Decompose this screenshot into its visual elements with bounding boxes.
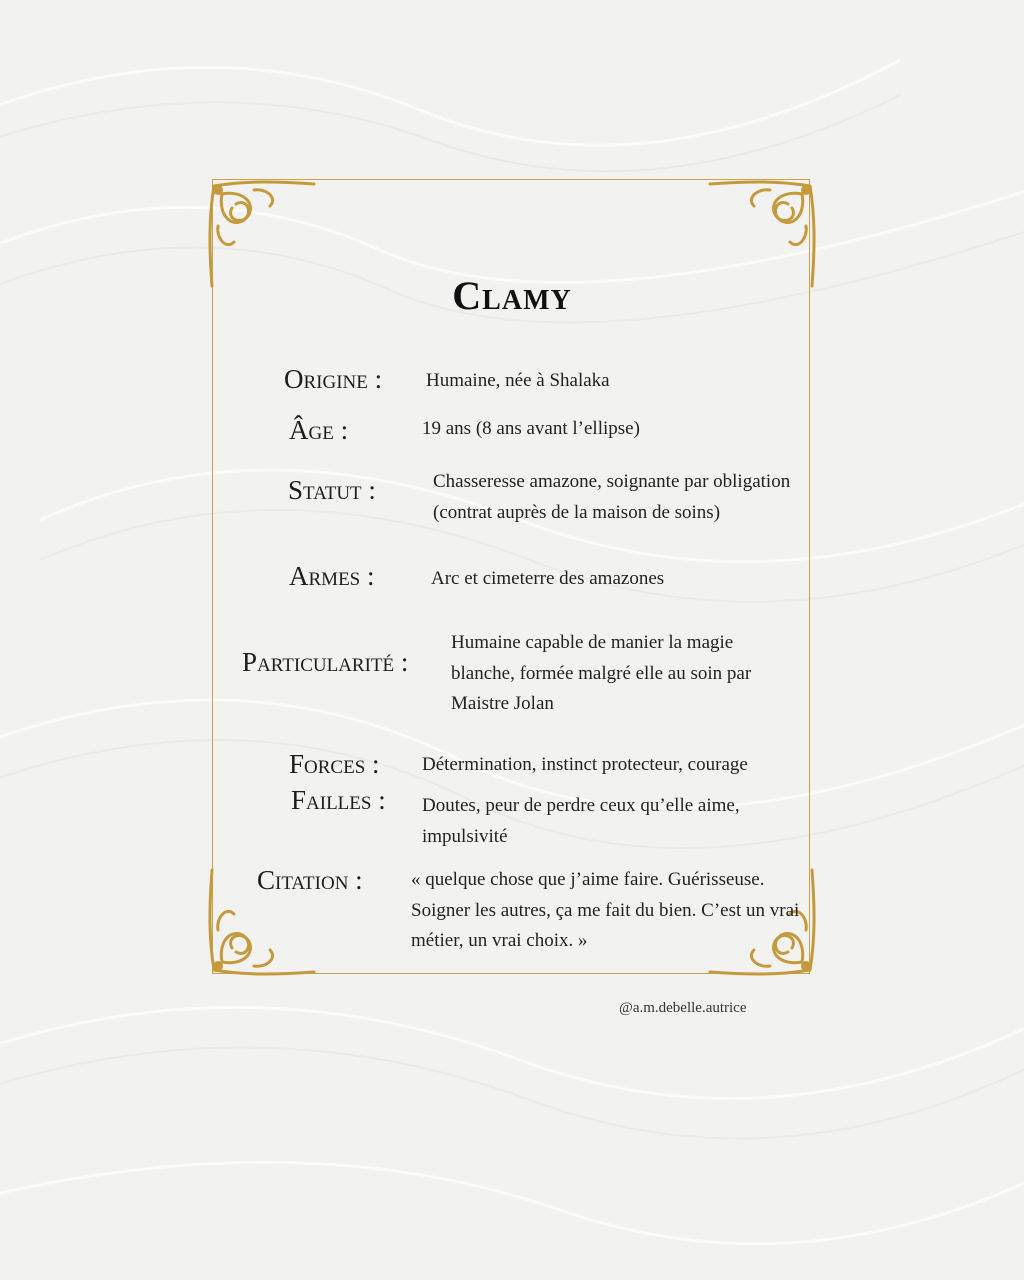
label-age: Âge : [289,415,349,445]
label-statut: Statut : [288,475,376,505]
value-particularite: Humaine capable de manier la magie blanche, formée malgré elle au soin par Maistre Jolan [451,632,752,714]
label-origine: Origine : [284,364,383,394]
label-forces: Forces : [289,749,380,779]
author-handle: @a.m.debelle.autrice [619,1000,747,1016]
value-age: 19 ans (8 ans avant l’ellipse) [422,418,640,439]
label-citation: Citation : [257,865,363,895]
value-failles: Doutes, peur de perdre ceux qu’elle aime, impulsivité [422,795,740,847]
value-statut: Chasseresse amazone, soignante par obligation (contrat auprès de la maison de soins) [433,471,791,523]
label-failles: Failles : [291,785,386,815]
value-citation: « quelque chose que j’aime faire. Guérisseuse. Soigner les autres, ça me fait du bien. C’est un vrai métier, un vrai choix. » [411,869,800,951]
character-name: Clamy [452,273,572,318]
label-armes: Armes : [289,561,375,591]
value-forces: Détermination, instinct protecteur, courage [422,754,748,775]
value-armes: Arc et cimeterre des amazones [431,568,665,589]
value-origine: Humaine, née à Shalaka [426,370,610,391]
label-particularite: Particularité : [242,647,409,677]
